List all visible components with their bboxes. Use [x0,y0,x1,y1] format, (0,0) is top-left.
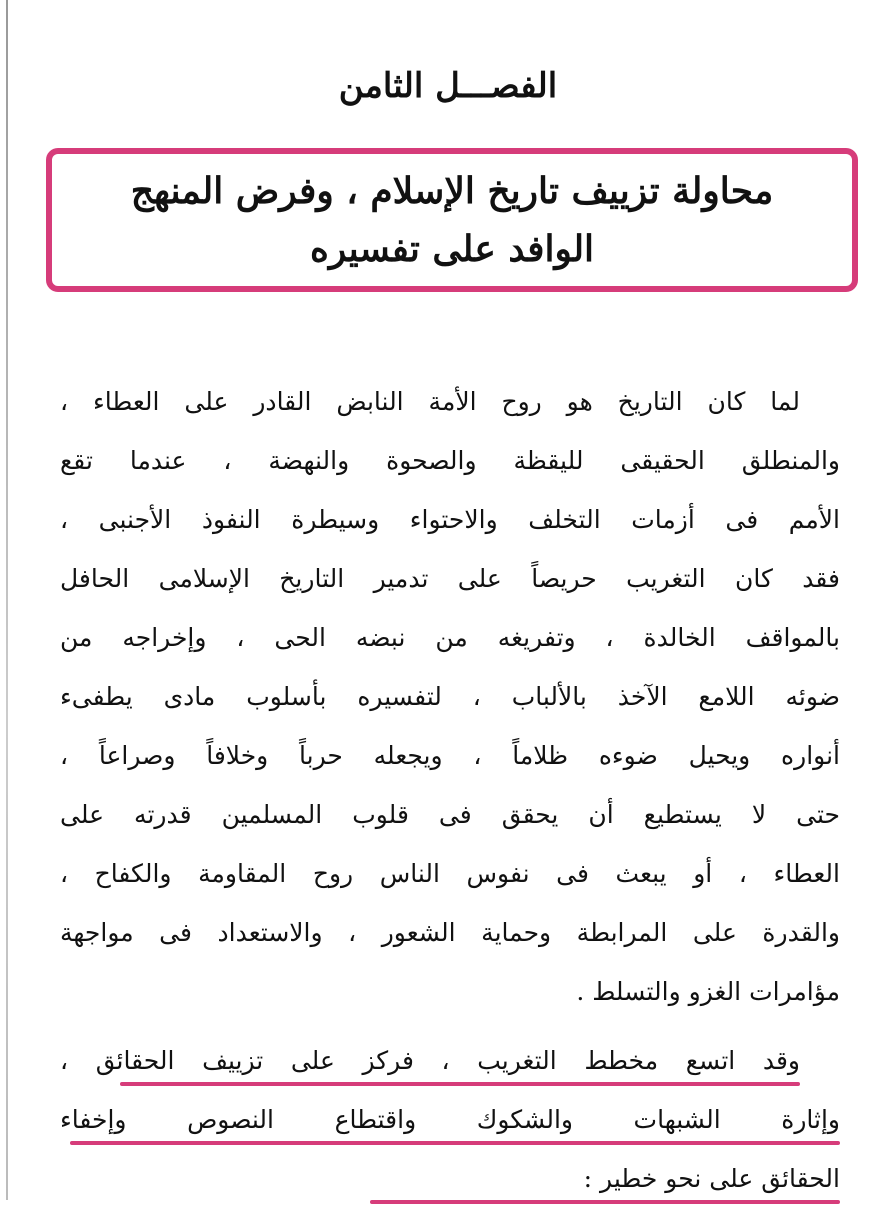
paragraph-1-line: حتى لا يستطيع أن يحقق فى قلوب المسلمين قدرته على [60,800,840,829]
paragraph-1-line: بالمواقف الخالدة ، وتفريغه من نبضه الحى ، وإخراجه من [60,623,840,652]
paragraph-2-line-text: الحقائق على نحو خطير : [583,1164,840,1193]
chapter-heading: الفصـــل الثامن [338,66,558,106]
highlight-underline [70,1141,840,1145]
paragraph-1-line: أنواره ويحيل ضوءه ظلاماً ، ويجعله حرباً وخلافاً وصراعاً ، [60,741,840,770]
paragraph-2-line-text: وإثارة الشبهات والشكوك واقتطاع النصوص وإخفاء [60,1105,840,1134]
highlight-underline [120,1082,800,1086]
paragraph-1-line: ضوئه اللامع الآخذ بالألباب ، لتفسيره بأسلوب مادى يطفىء [60,682,840,711]
paragraph-1-line: فقد كان التغريب حريصاً على تدمير التاريخ الإسلامى الحافل [60,564,840,593]
paragraph-1-line: والمنطلق الحقيقى لليقظة والصحوة والنهضة ، عندما تقع [60,446,840,475]
paragraph-1-line: العطاء ، أو يبعث فى نفوس الناس روح المقاومة والكفاح ، [60,859,840,888]
paragraph-2-line-highlighted [60,1149,840,1208]
paragraph-2-line-highlighted [60,1031,840,1090]
chapter-title-line-2: الوافد على تفسيره [309,228,595,270]
paragraph-1-line: مؤامرات الغزو والتسلط . [576,977,840,1006]
paragraph-2-line-highlighted [60,1090,840,1149]
paragraph-2-line-text: وقد اتسع مخطط التغريب ، فركز على تزييف الحقائق ، [60,1046,800,1075]
chapter-title-line-1: محاولة تزييف تاريخ الإسلام ، وفرض المنهج [130,170,774,212]
paragraph-1-line: الأمم فى أزمات التخلف والاحتواء وسيطرة النفوذ الأجنبى ، [60,505,840,534]
chapter-title-box [46,148,858,292]
paragraph-1-line: والقدرة على المرابطة وحماية الشعور ، والاستعداد فى مواجهة [60,918,840,947]
body-text [60,372,840,1208]
paragraph-1-line: لما كان التاريخ هو روح الأمة النابض القادر على العطاء ، [60,387,800,416]
highlight-underline [370,1200,840,1204]
page-edge [6,0,8,1200]
